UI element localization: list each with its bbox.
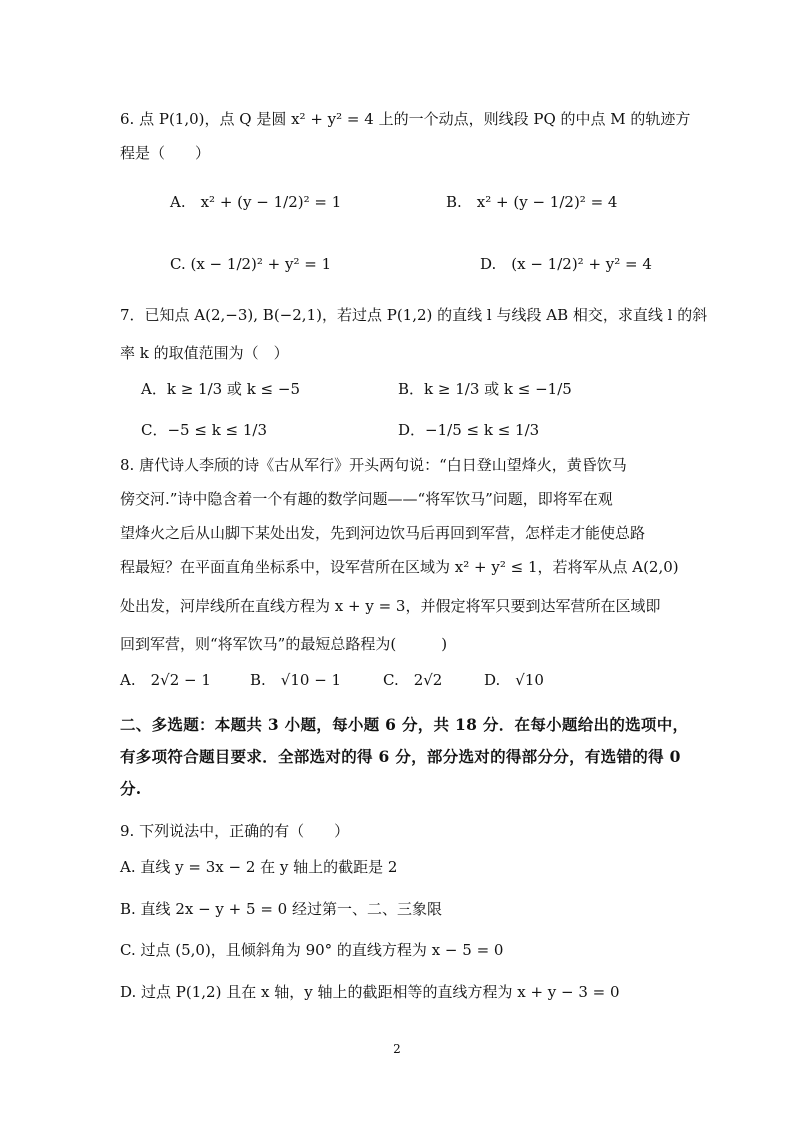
q7-stem-line2: 率 k 的取值范围为（ ） xyxy=(120,344,289,362)
q6-stem-line1: 6. 点 P(1,0)，点 Q 是圆 x² + y² = 4 上的一个动点，则线段 PQ 的中点 M 的轨迹方 xyxy=(120,110,691,128)
q8-stem-line5: 处出发，河岸线所在直线方程为 x + y = 3，并假定将军只要到达军营所在区域即 xyxy=(120,597,661,615)
q8-option-b: B. √10 − 1 xyxy=(250,671,342,689)
q8-option-a: A. 2√2 − 1 xyxy=(120,671,211,689)
q8-stem-line6: 回到军营，则“将军饮马”的最短总路程为( ) xyxy=(120,635,448,653)
q9-option-a: A. 直线 y = 3x − 2 在 y 轴上的截距是 2 xyxy=(120,858,398,876)
q9-option-c: C. 过点 (5,0)，且倾斜角为 90° 的直线方程为 x − 5 = 0 xyxy=(120,941,504,959)
q7-stem-line1: 7．已知点 A(2,−3), B(−2,1)，若过点 P(1,2) 的直线 l 与线段 AB 相交，求直线 l 的斜 xyxy=(120,306,708,324)
section2-heading-line3: 分. xyxy=(120,779,142,798)
q8-option-c: C. 2√2 xyxy=(383,671,443,689)
q6-option-b: B. x² + (y − 1/2)² = 4 xyxy=(446,193,618,211)
q8-stem-line3: 望烽火之后从山脚下某处出发，先到河边饮马后再回到军营，怎样走才能使总路 xyxy=(120,524,646,542)
q9-option-d: D. 过点 P(1,2) 且在 x 轴，y 轴上的截距相等的直线方程为 x + y − 3 = 0 xyxy=(120,983,620,1001)
q8-stem-line2: 傍交河.”诗中隐含着一个有趣的数学问题——“将军饮马”问题，即将军在观 xyxy=(120,490,613,508)
q6-stem-line2: 程是（ ） xyxy=(120,144,211,162)
q6-option-a: A. x² + (y − 1/2)² = 1 xyxy=(170,193,342,211)
q8-stem-line4: 程最短？在平面直角坐标系中，设军营所在区域为 x² + y² ≤ 1，若将军从点 A(2,0) xyxy=(120,558,679,576)
section2-heading-line1: 二、多选题：本题共 3 小题，每小题 6 分，共 18 分．在每小题给出的选项中， xyxy=(120,715,689,734)
q7-option-a: A．k ≥ 1/3 或 k ≤ −5 xyxy=(141,380,301,398)
section2-heading-line2: 有多项符合题目要求．全部选对的得 6 分，部分选对的得部分分，有选错的得 0 xyxy=(120,747,681,766)
q7-option-d: D．−1/5 ≤ k ≤ 1/3 xyxy=(398,421,540,439)
q8-stem-line1: 8. 唐代诗人李颀的诗《古从军行》开头两句说：“白日登山望烽火，黄昏饮马 xyxy=(120,456,627,474)
q9-option-b: B. 直线 2x − y + 5 = 0 经过第一、二、三象限 xyxy=(120,900,442,918)
q8-option-d: D. √10 xyxy=(484,671,544,689)
q6-option-d: D. (x − 1/2)² + y² = 4 xyxy=(480,255,652,273)
q7-option-c: C．−5 ≤ k ≤ 1/3 xyxy=(141,421,268,439)
q6-option-c: C. (x − 1/2)² + y² = 1 xyxy=(170,255,332,273)
page-number: 2 xyxy=(393,1042,401,1056)
q9-stem: 9. 下列说法中，正确的有（ ） xyxy=(120,822,350,840)
q7-option-b: B．k ≥ 1/3 或 k ≤ −1/5 xyxy=(398,380,572,398)
